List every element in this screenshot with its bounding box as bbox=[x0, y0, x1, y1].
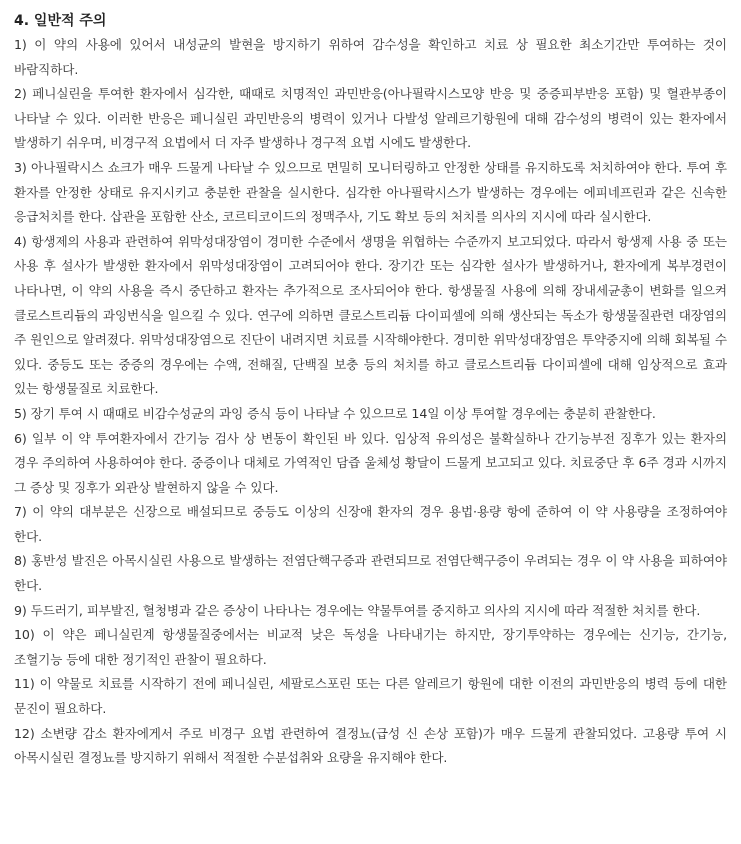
precaution-item-8: 8) 홍반성 발진은 아목시실린 사용으로 발생하는 전염단핵구증과 관련되므로 전염단핵구증이 우려되는 경우 이 약 사용을 피하여야 한다. bbox=[14, 553, 727, 594]
precaution-item-10: 10) 이 약은 페니실린계 항생물질중에서는 비교적 낮은 독성을 나타내기는 하지만, 장기투약하는 경우에는 신기능, 간기능, 조혈기능 등에 대한 정기적인 관찰이 필요하다. bbox=[14, 627, 727, 667]
precaution-item-12: 12) 소변량 감소 환자에게서 주로 비경구 요법 관련하여 결정뇨(급성 신 손상 포함)가 매우 드물게 관찰되었다. 고용량 투여 시 아목시실린 결정뇨를 방지하기 위해서 적절한 수분섭취와 요량을 유지해야 한다. bbox=[14, 725, 727, 766]
precaution-item-5: 5) 장기 투여 시 때때로 비감수성균의 과잉 증식 등이 나타날 수 있으므로 14일 이상 투여할 경우에는 충분히 관찰한다. bbox=[14, 405, 656, 421]
precaution-item-6: 6) 일부 이 약 투여환자에서 간기능 검사 상 변동이 확인된 바 있다. 임상적 유의성은 불확실하나 간기능부전 징후가 있는 환자의 경우 주의하여 사용하여야 한다. 중증이나 대체로 가역적인 담즙 울체성 황달이 드물게 보고되고 있다. 치료중단 후 6주 경과 시까지 그 증상 및 징후가 외관상 발현하지 않을 수 있다. bbox=[14, 430, 727, 495]
precaution-item-3: 3) 아나필락시스 쇼크가 매우 드물게 나타날 수 있으므로 면밀히 모니터링하고 안정한 상태를 유지하도록 처치하여야 한다. 투여 후 환자를 안정한 상태로 유지시키고 충분한 관찰을 실시한다. 심각한 아나필락시스가 발생하는 경우에는 에피네프린과 같은 신속한 응급처치를 한다. 삽관을 포함한 산소, 코르티코이드의 정맥주사, 기도 확보 등의 처치를 의사의 지시에 따라 실시한다. bbox=[14, 159, 727, 225]
precaution-item-4: 4) 항생제의 사용과 관련하여 위막성대장염이 경미한 수준에서 생명을 위협하는 수준까지 보고되었다. 따라서 항생제 사용 중 또는 사용 후 설사가 발생한 환자에서 위막성대장염이 고려되어야 한다. 장기간 또는 심각한 설사가 발생하거나, 환자에게 복부경련이 나타나면, 이 약의 사용을 즉시 중단하고 환자는 추가적으로 조사되어야 한다. 항생물질 사용에 의해 장내세균총이 변화를 일으켜 클로스트리듐의 과잉번식을 일으킬 수 있다. 연구에 의하면 클로스트리듐 다이피셀에 의해 생산되는 독소가 항생물질관련 대장염의 주 원인으로 알려졌다. 위막성대장염으로 진단이 내려지면 치료를 시작해야한다. 경미한 위막성대장염은 투약중지에 의해 회복될 수 있다. 중등도 또는 중증의 경우에는 수액, 전해질, 단백질 보충 등의 처치를 하고 클로스트리듐 다이피셀에 대해 임상적으로 효과 있는 항생물질로 치료한다. bbox=[14, 233, 727, 397]
section-title: 4. 일반적 주의 bbox=[14, 13, 107, 29]
precaution-item-1: 1) 이 약의 사용에 있어서 내성균의 발현을 방지하기 위하여 감수성을 확인하고 치료 상 필요한 최소기간만 투여하는 것이 바람직하다. bbox=[14, 37, 727, 77]
precaution-item-11: 11) 이 약물로 치료를 시작하기 전에 페니실린, 세팔로스포린 또는 다른 알레르기 항원에 대한 이전의 과민반응의 병력 등에 대한 문진이 필요하다. bbox=[14, 676, 727, 717]
precaution-item-2: 2) 페니실린을 투여한 환자에서 심각한, 때때로 치명적인 과민반응(아나필락시스모양 반응 및 중증피부반응 포함) 및 혈관부종이 나타날 수 있다. 이러한 반응은 페니실린 과민반응의 병력이 있거나 다발성 알레르기항원에 대해 감수성의 병력이 있는 환자에서 발생하기 쉬우며, 비경구적 요법에서 더 자주 발생하나 경구적 요법 시에도 발생한다. bbox=[14, 86, 727, 151]
precaution-item-9: 9) 두드러기, 피부발진, 혈청병과 같은 증상이 나타나는 경우에는 약물투여를 중지하고 의사의 지시에 따라 적절한 처치를 한다. bbox=[14, 602, 701, 618]
precaution-item-7: 7) 이 약의 대부분은 신장으로 배설되므로 중등도 이상의 신장애 환자의 경우 용법·용량 항에 준하여 이 약 사용량을 조정하여야 한다. bbox=[14, 504, 727, 544]
